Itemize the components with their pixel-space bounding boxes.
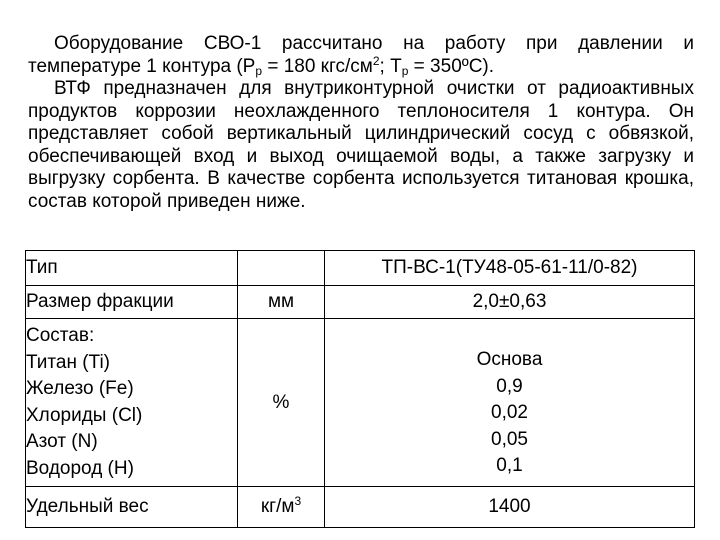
row-name: Размер фракции	[26, 286, 238, 319]
subscript-p-1: p	[255, 63, 263, 78]
composition-item-value: Основа	[476, 349, 543, 370]
table-row-density	[26, 487, 695, 528]
table-row-type	[26, 251, 695, 286]
paragraph1-text-c: ; T	[379, 55, 402, 77]
paragraph2-text: ВТФ предназначен для внутриконтурной очистки от радиоактивных продуктов коррозии неохлажденного теплоносителя 1 контура. Он представляет собой вертикальный цилиндрический сосуд с обвязкой, обеспечивающей вход и выход очищаемой воды, а также загрузку и выгрузку сорбента. В качестве сорбента используется титановая крошка, состав которой приведен ниже.	[28, 78, 694, 212]
composition-item-name: Хлориды (Cl)	[26, 404, 143, 426]
composition-item-name: Титан (Ti)	[26, 351, 110, 373]
row-name: Удельный вес	[26, 487, 238, 528]
paragraph1-text-b: = 180 кгс/см	[262, 55, 373, 77]
row-value: 1400	[325, 487, 695, 528]
paragraph1-text-d: = 350ºC).	[408, 55, 495, 77]
paragraph-equipment-conditions	[28, 33, 694, 78]
row-value: 2,0±0,63	[325, 286, 695, 319]
composition-header: Состав:	[26, 325, 95, 346]
unit-base: кг/м	[260, 496, 295, 517]
row-unit	[238, 487, 325, 528]
composition-item-value: 0,02	[491, 402, 528, 423]
composition-values	[325, 319, 694, 480]
row-name: Тип	[26, 251, 238, 286]
composition-values-cell	[325, 319, 695, 487]
row-unit	[238, 251, 325, 286]
superscript-2: 2	[372, 53, 380, 68]
superscript-3: 3	[294, 494, 302, 508]
row-unit: мм	[238, 286, 325, 319]
composition-item-value: 0,05	[491, 428, 528, 450]
composition-item-name: Азот (N)	[26, 431, 98, 452]
composition-item-value: 0,1	[496, 455, 523, 476]
table-row-fraction-size	[26, 286, 695, 319]
paragraph-vtf-description	[28, 78, 694, 213]
composition-names-cell	[26, 319, 238, 487]
composition-names	[26, 319, 237, 482]
composition-unit: %	[238, 319, 325, 487]
composition-item-name: Водород (H)	[26, 457, 134, 479]
paragraph1-text-a: Оборудование СВО-1 рассчитано на работу при давлении и температуре 1 контура (P	[28, 33, 694, 77]
composition-item-value: 0,9	[496, 375, 523, 397]
row-value: ТП-ВС-1(ТУ48-05-61-11/0-82)	[325, 251, 695, 286]
composition-item-name: Железо (Fe)	[26, 378, 134, 399]
sorbent-spec-table	[25, 250, 695, 528]
subscript-p-2: p	[401, 63, 409, 78]
table-row-composition	[26, 319, 695, 487]
